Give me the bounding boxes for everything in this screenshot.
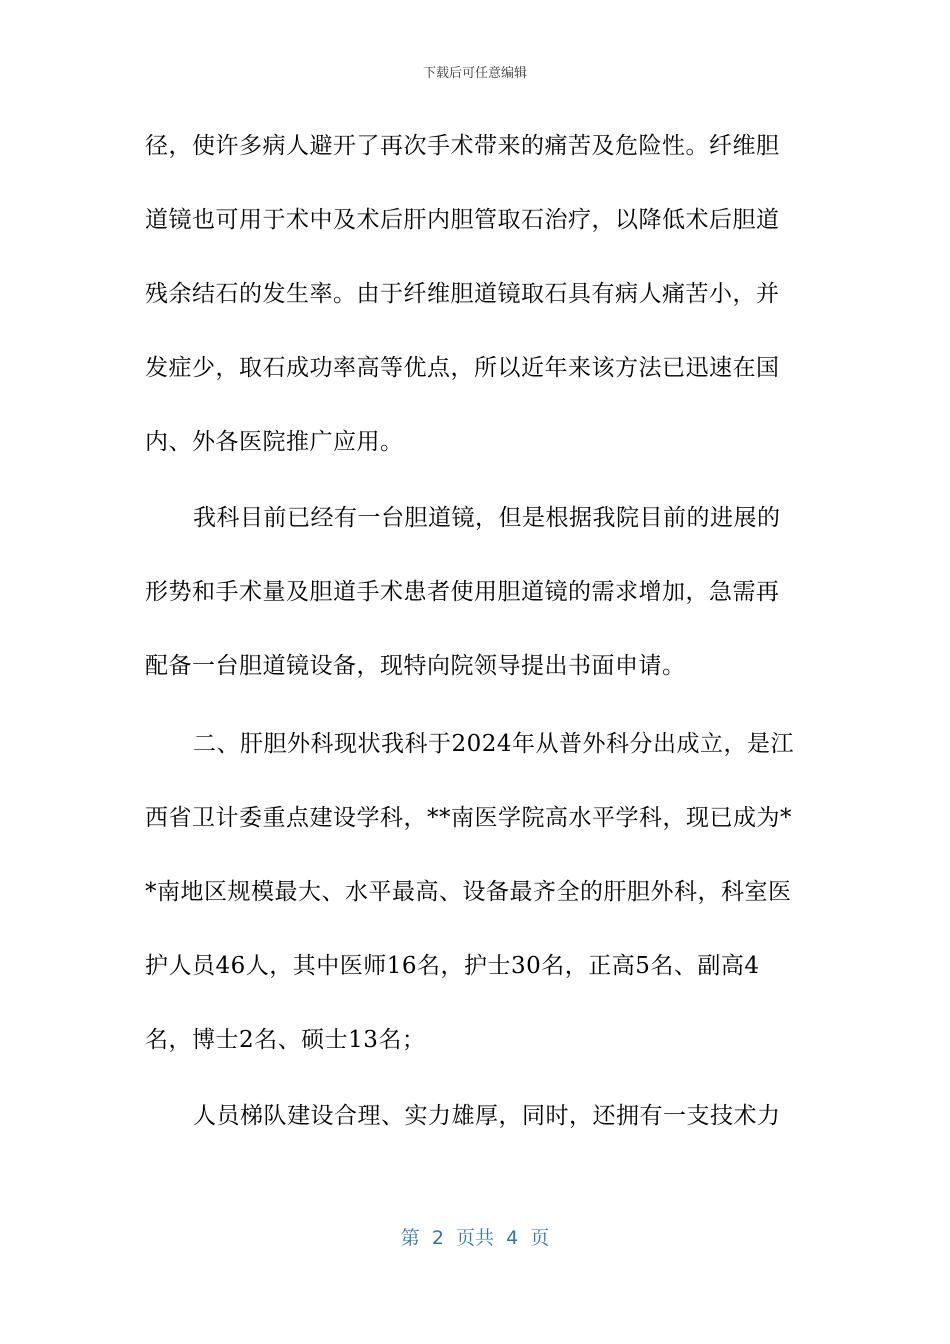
body-line: *南地区规模最大、水平最高、设备最齐全的肝胆外科，科室医 <box>145 879 792 905</box>
body-line: 内、外各医院推广应用。 <box>145 429 404 455</box>
body-line: 我科目前已经有一台胆道镜，但是根据我院目前的进展的 <box>193 505 781 531</box>
body-line: 配备一台胆道镜设备，现特向院领导提出书面申请。 <box>145 653 686 679</box>
body-line: 残余结石的发生率。由于纤维胆道镜取石具有病人痛苦小，并 <box>145 281 780 307</box>
body-line: 名，博士2名、硕士13名； <box>145 1027 426 1053</box>
body-line: 发症少，取石成功率高等优点，所以近年来该方法已迅速在国 <box>145 355 780 381</box>
body-line: 西省卫计委重点建设学科，**南医学院高水平学科，现已成为* <box>145 805 792 831</box>
body-line: 人员梯队建设合理、实力雄厚，同时，还拥有一支技术力 <box>193 1103 781 1129</box>
page-footer: 第 2 页共 4 页 <box>400 1227 550 1249</box>
body-line: 径，使许多病人避开了再次手术带来的痛苦及危险性。纤维胆 <box>145 133 780 159</box>
page-header: 下载后可任意编辑 <box>422 66 527 81</box>
body-line: 道镜也可用于术中及术后肝内胆管取石治疗，以降低术后胆道 <box>145 207 780 233</box>
body-line: 二、肝胆外科现状我科于2024年从普外科分出成立，是江 <box>193 731 795 757</box>
body-line: 形势和手术量及胆道手术患者使用胆道镜的需求增加，急需再 <box>145 579 780 605</box>
body-line: 护人员46人，其中医师16名，护士30名，正高5名、副高4 <box>145 953 760 979</box>
